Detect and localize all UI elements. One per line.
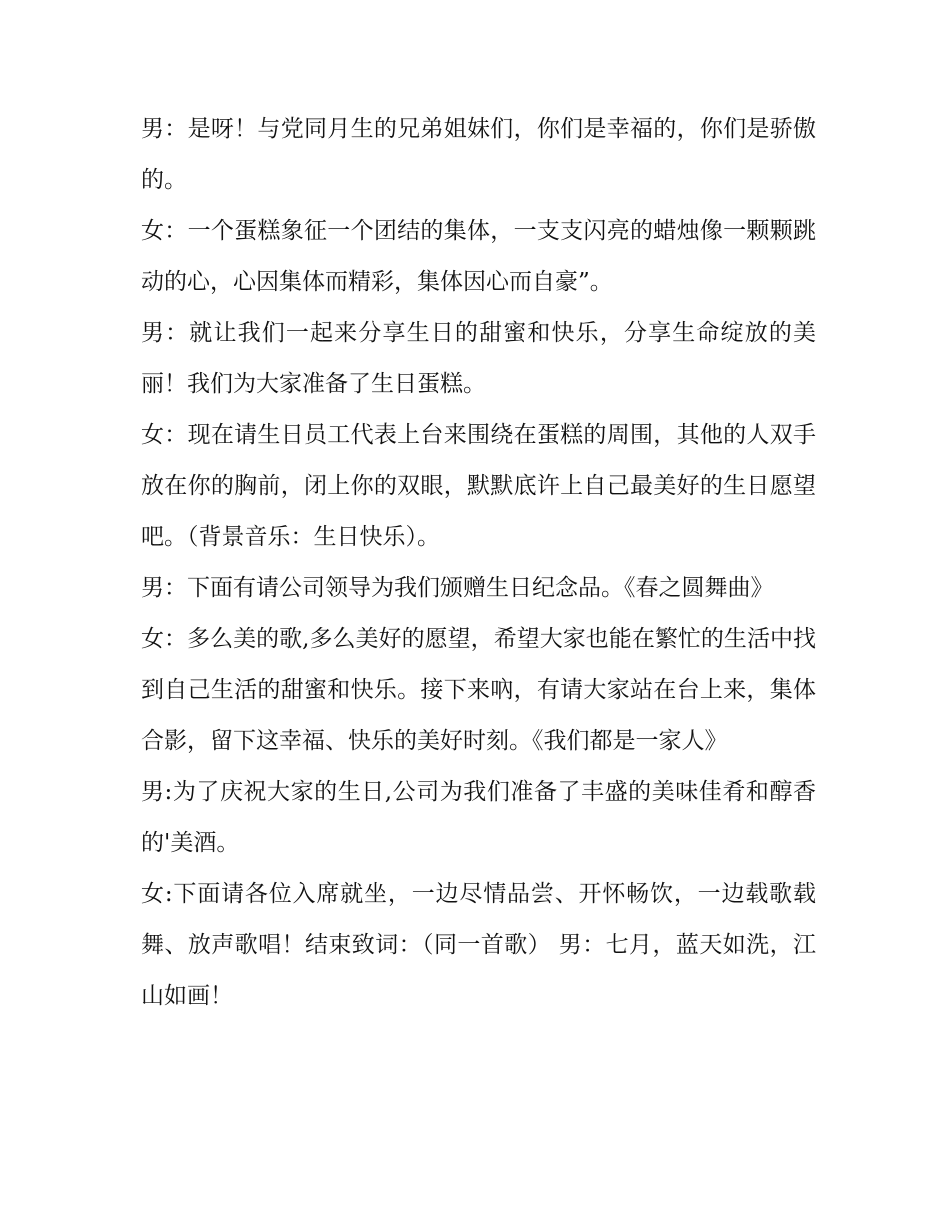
paragraph-male-4: 男:为了庆祝大家的生日,公司为我们准备了丰盛的美味佳肴和醇香的'美酒。 <box>141 779 816 856</box>
paragraph-female-2: 女：现在请生日员工代表上台来围绕在蛋糕的周围，其他的人双手放在你的胸前，闭上你的双眼，默默底许上自己最美好的生日愿望吧。（背景音乐：生日快乐）。 <box>141 422 816 550</box>
paragraph-male-3: 男：下面有请公司领导为我们颁赠生日纪念品。《春之圆舞曲》 <box>141 575 774 601</box>
paragraph-male-2: 男：就让我们一起来分享生日的甜蜜和快乐，分享生命绽放的美丽！我们为大家准备了生日蛋糕。 <box>141 320 816 397</box>
document-body <box>141 104 816 1022</box>
paragraph-male-1: 男：是呀！与党同月生的兄弟姐妹们，你们是幸福的，你们是骄傲的。 <box>141 116 816 193</box>
paragraph-female-4: 女:下面请各位入席就坐，一边尽情品尝、开怀畅饮，一边载歌载舞、放声歌唱！结束致词：（同一首歌） 男：七月，蓝天如洗，江山如画！ <box>141 881 816 1009</box>
paragraph-female-3: 女：多么美的歌,多么美好的愿望，希望大家也能在繁忙的生活中找到自己生活的甜蜜和快乐。接下来吶，有请大家站在台上来，集体合影，留下这幸福、快乐的美好时刻。《我们都是一家人》 <box>141 626 816 754</box>
paragraph-female-1: 女：一个蛋糕象征一个团结的集体，一支支闪亮的蜡烛像一颗颗跳动的心，心因集体而精彩，集体因心而自豪”。 <box>141 218 816 295</box>
